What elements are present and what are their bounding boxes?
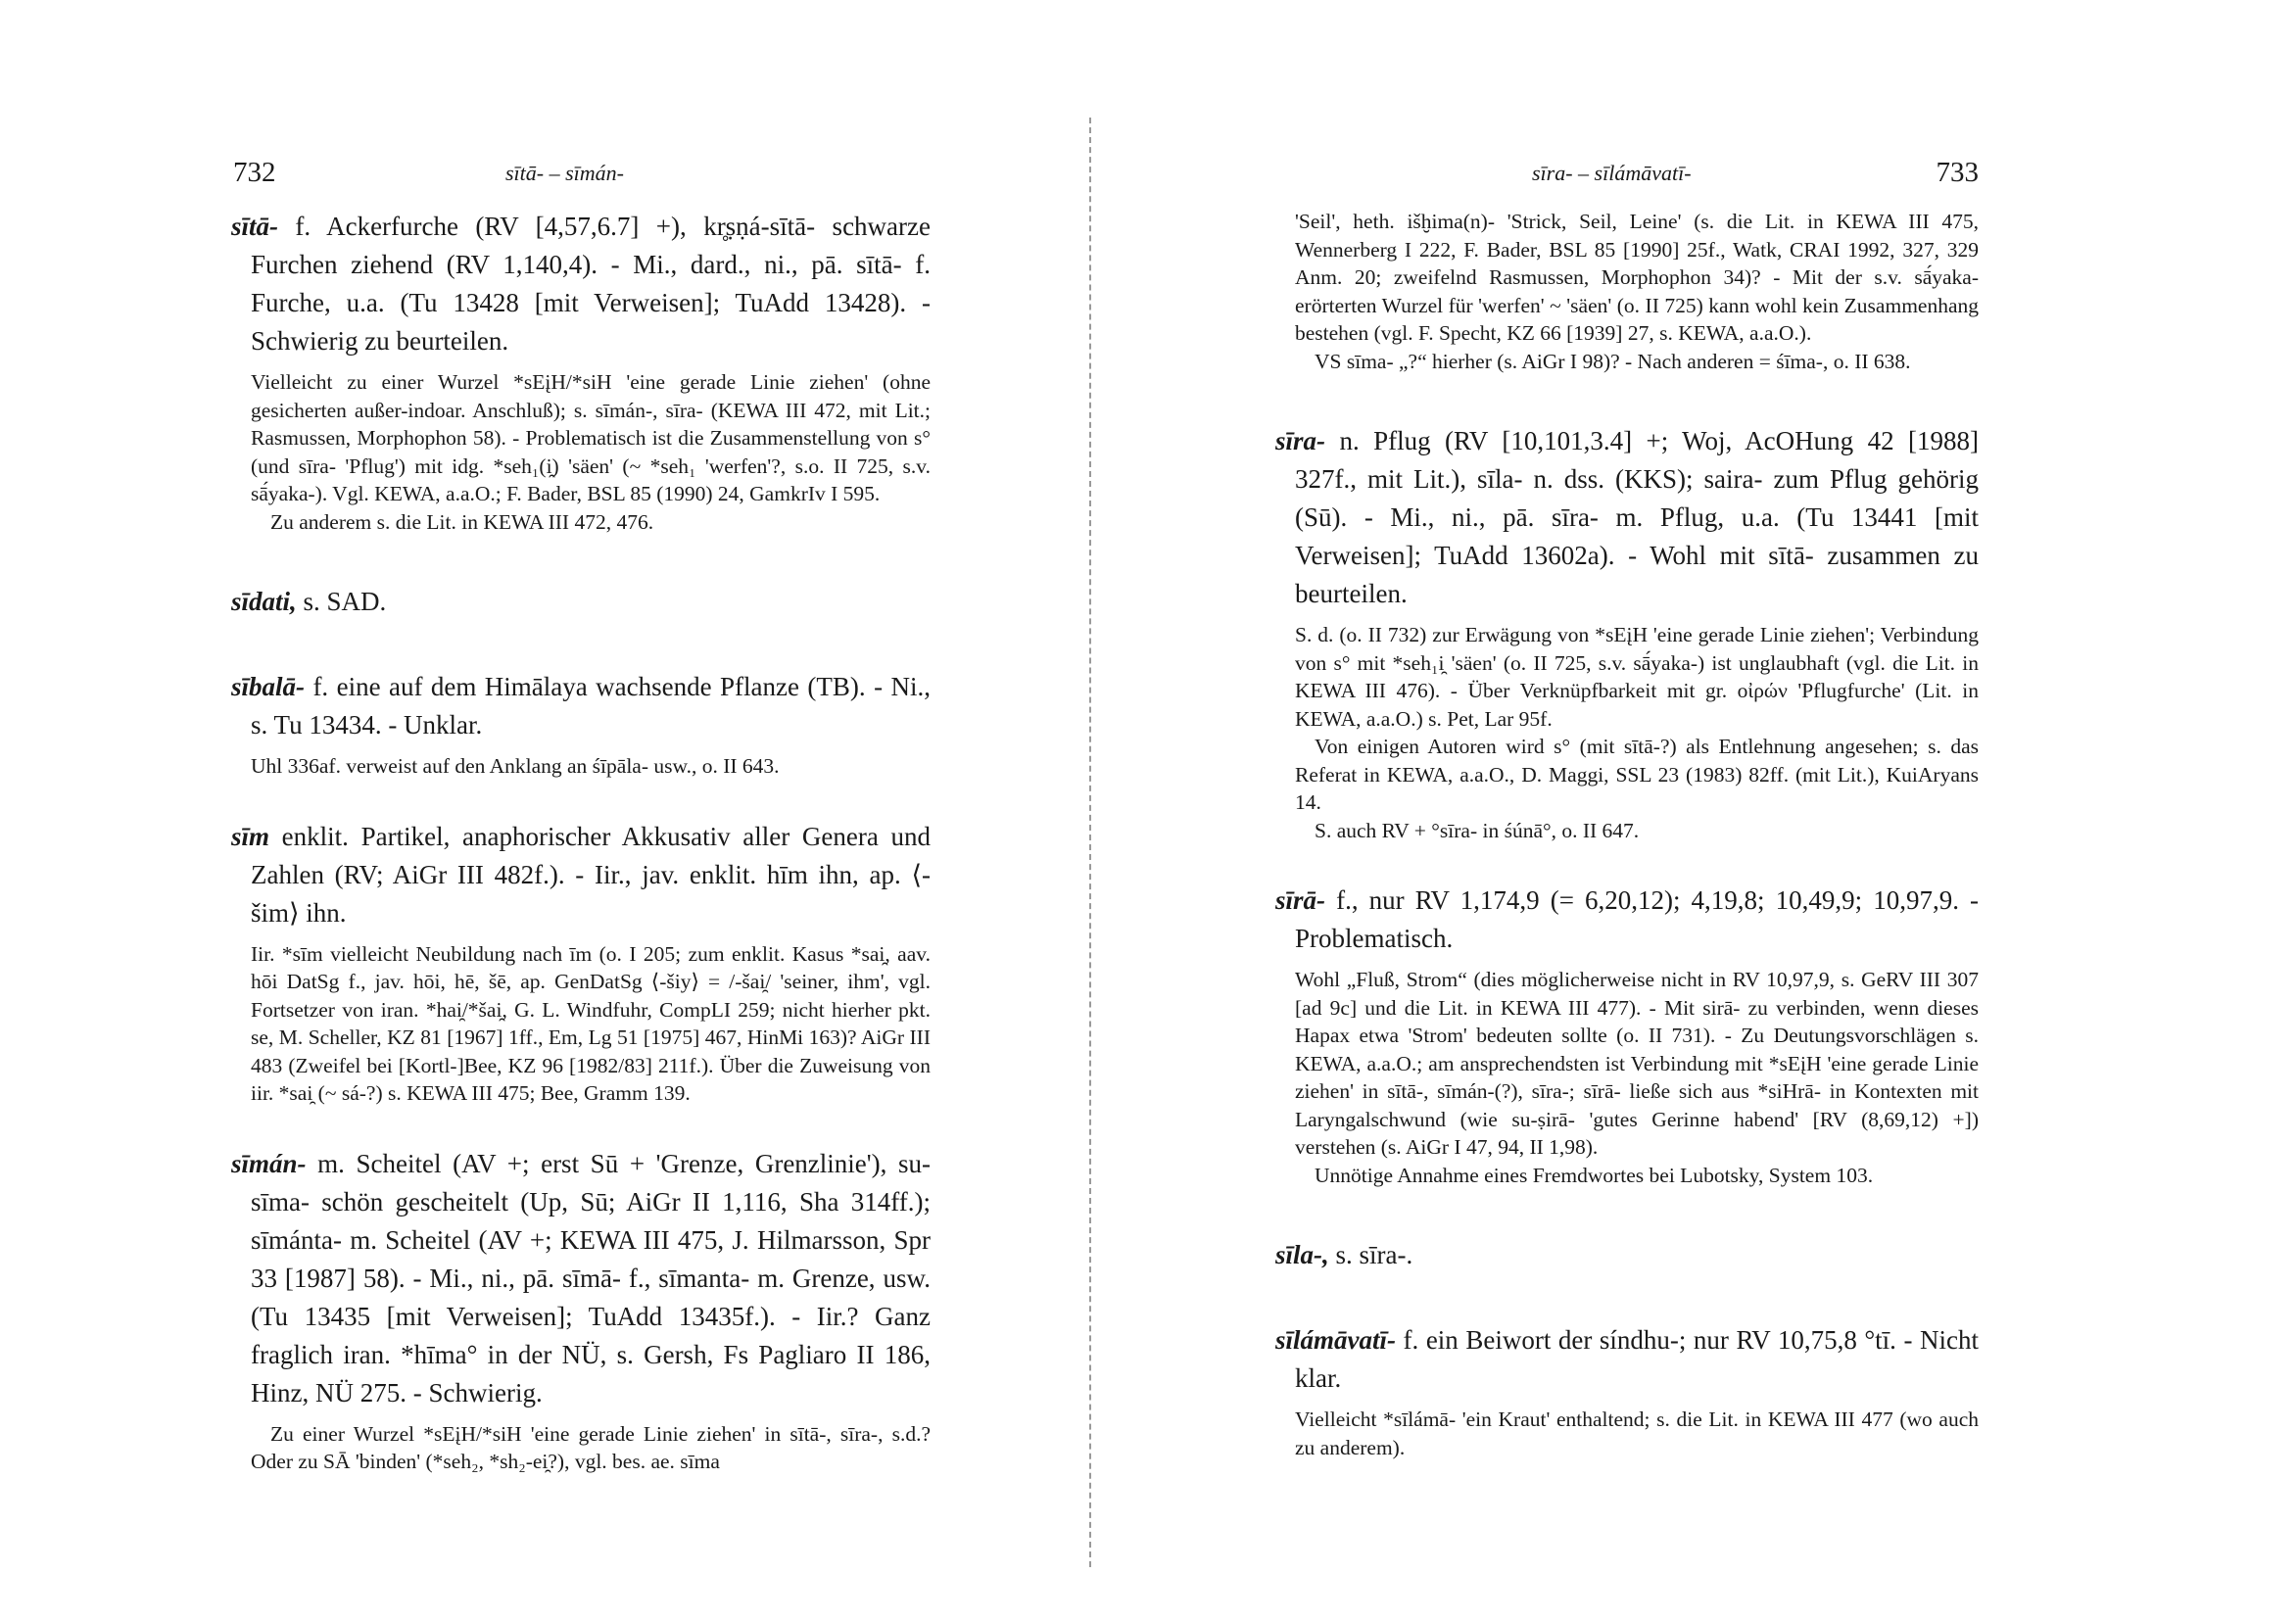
note-paragraph: Iir. *sīm vielleicht Neubildung nach īm (o. I 205; zum enklit. Kasus *sai̯, aav. hōi DatSg f., jav. hōi, hē, šē, ap. GenDatSg ⟨-šiy⟩ = /-šai̯/ 'seiner, ihm', vgl. Fortsetzer von iran. *hai̯/*šai̯, G. L. Windfuhr, CompLI 259; nicht hierher pkt. se, M. Scheller, KZ 81 [1967] 1ff., Em, Lg 51 [1975] 467, HinMi 163)? AiGr III 483 (Zweifel bei [Kortl-]Bee, KZ 96 [1982/83] 211f.). Über die Zuweisung von iir. *sai̯ (~ sá-?) s. KEWA III 475; Bee, Gramm 139.	[251, 941, 931, 1105]
entry-note	[1275, 1406, 1979, 1461]
note-paragraph: S. auch RV + °sīra- in śúnā°, o. II 647.	[1315, 818, 1640, 842]
dictionary-entry	[231, 583, 931, 621]
entry-text: s. SAD.	[296, 587, 387, 616]
note-paragraph: Uhl 336af. verweist auf den Anklang an śīpāla- usw., o. II 643.	[251, 754, 780, 778]
entry-note	[1275, 966, 1979, 1189]
continued-note	[1275, 208, 1979, 375]
entry-note	[231, 368, 931, 536]
headword: sīla-,	[1275, 1240, 1329, 1269]
headword: sīra-	[1275, 426, 1326, 455]
page-number: 733	[1936, 157, 1979, 188]
running-head: sīra- – sīlámāvatī-	[1532, 161, 1692, 185]
note-paragraph: Vielleicht zu einer Wurzel *sEįH/*siH 'eine gerade Linie ziehen' (ohne gesicherten außer-indoar. Anschluß); s. sīmán-, sīra- (KEWA III 472, mit Lit.; Rasmussen, Morphophon 58). - Problematisch ist die Zusammenstellung von s° (und sīra- 'Pflug') mit idg. *seh₁(i̯) 'säen' (~ *seh₁ 'werfen'?, s.o. II 725, s.v. sā́yaka-). Vgl. KEWA, a.a.O.; F. Bader, BSL 85 (1990) 24, GamkrIv I 595.	[251, 370, 931, 505]
headword: sīm	[231, 821, 270, 851]
dictionary-entry	[231, 1145, 931, 1412]
running-head: sītā- – sīmán-	[505, 161, 624, 185]
left-page	[231, 157, 931, 1476]
note-paragraph: Zu einer Wurzel *sEįH/*siH 'eine gerade Linie ziehen' in sītā-, sīra-, s.d.? Oder zu SĀ 'binden' (*seh₂, *sh₂-ei̯?), vgl. bes. ae. sīma	[251, 1421, 931, 1473]
note-paragraph: Wohl „Fluß, Strom“ (dies möglicherweise nicht in RV 10,97,9, s. GeRV III 307 [ad 9c] und die Lit. in KEWA III 477). - Mit sirā- zu verbinden, wenn dieses Hapax etwa 'Strom' bedeuten sollte (o. II 731). - Zu Deutungsvorschlägen s. KEWA, a.a.O.; am ansprechendsten ist Verbindung mit *sEįH 'eine gerade Linie ziehen' in sītā-, sīmán-(?), sīra-; sīrā- ließe sich aus *siHrā- in Kontexten mit Laryngalschwund (wie su-ṣirā- 'gutes Gerinne habend' [RV (8,69,12) +]) verstehen (s. AiGr I 47, 94, II 1,98).	[1295, 968, 1979, 1159]
note-paragraph: S. d. (o. II 732) zur Erwägung von *sEįH 'eine gerade Linie ziehen'; Verbindung von s° mit *seh₁i̯ 'säen' (o. II 725, s.v. sā́yaka-) ist unglaubhaft (vgl. die Lit. in KEWA III 476). - Über Verknüpfbarkeit mit gr. οἰρών 'Pflugfurche' (Lit. in KEWA, a.a.O.) s. Pet, Lar 95f.	[1295, 623, 1979, 731]
note-paragraph: Unnötige Annahme eines Fremdwortes bei Lubotsky, System 103.	[1315, 1163, 1874, 1187]
note-paragraph: Vielleicht *sīlámā- 'ein Kraut' enthaltend; s. die Lit. in KEWA III 477 (wo auch zu anderem).	[1295, 1407, 1979, 1459]
entry-note	[1275, 621, 1979, 844]
dictionary-entry	[1275, 1321, 1979, 1398]
book-gutter	[1089, 118, 1091, 1567]
entry-text: f. Ackerfurche (RV [4,57,6.7] +), kr̥ṣṇá-sītā- schwarze Furchen ziehend (RV 1,140,4). - Mi., dard., ni., pā. sītā- f. Furche, u.a. (Tu 13428 [mit Verweisen]; TuAdd 13428). - Schwierig zu beurteilen.	[251, 212, 931, 356]
right-running-header	[1275, 157, 1979, 196]
dictionary-entry	[1275, 422, 1979, 613]
headword: sībalā-	[231, 672, 306, 701]
entry-text: f. eine auf dem Himālaya wachsende Pflanze (TB). - Ni., s. Tu 13434. - Unklar.	[251, 672, 931, 739]
right-page	[1275, 157, 1979, 1461]
headword: sīmán-	[231, 1148, 307, 1178]
entry-text: f., nur RV 1,174,9 (= 6,20,12); 4,19,8; 10,49,9; 10,97,9. - Problematisch.	[1295, 885, 1979, 953]
entry-note	[231, 1420, 931, 1476]
entry-text: m. Scheitel (AV +; erst Sū + 'Grenze, Grenzlinie'), su-sīma- schön gescheitelt (Up, Sū; AiGr II 1,116, Sha 314ff.); sīmánta- m. Scheitel (AV +; KEWA III 475, J. Hilmarsson, Spr 33 [1987] 58). - Mi., ni., pā. sīmā- f., sīmanta- m. Grenze, usw. (Tu 13435 [mit Verweisen]; TuAdd 13435f.). - Iir.? Ganz fraglich iran. *hīma° in der NÜ, s. Gersh, Fs Pagliaro II 186, Hinz, NÜ 275. - Schwierig.	[251, 1148, 931, 1407]
headword: sīlámāvatī-	[1275, 1325, 1396, 1355]
left-running-header	[231, 157, 931, 196]
dictionary-entry	[1275, 882, 1979, 958]
dictionary-entry	[231, 208, 931, 360]
entry-text: enklit. Partikel, anaphorischer Akkusativ aller Genera und Zahlen (RV; AiGr III 482f.). - Iir., jav. enklit. hīm ihn, ap. ⟨-šim⟩ ihn.	[251, 821, 931, 928]
headword: sītā-	[231, 212, 279, 241]
entry-note	[231, 752, 931, 781]
note-paragraph: Zu anderem s. die Lit. in KEWA III 472, 476.	[270, 509, 654, 534]
entry-note	[231, 940, 931, 1108]
note-paragraph: 'Seil', heth. išḫima(n)- 'Strick, Seil, Leine' (s. die Lit. in KEWA III 475, Wennerberg I 222, F. Bader, BSL 85 [1990] 25f., Watk, CRAI 1992, 327, 329 Anm. 20; zweifelnd Rasmussen, Morphophon 34)? - Mit der s.v. sā́yaka- erörterten Wurzel für 'werfen' ~ 'säen' (o. II 725) kann wohl kein Zusammenhang bestehen (vgl. F. Specht, KZ 66 [1939] 27, s. KEWA, a.a.O.).	[1295, 210, 1979, 345]
headword: sīrā-	[1275, 885, 1326, 915]
page-number: 732	[233, 157, 276, 188]
dictionary-entry	[231, 818, 931, 932]
note-paragraph: VS sīma- „?“ hierher (s. AiGr I 98)? - Nach anderen = śīma-, o. II 638.	[1315, 349, 1911, 373]
dictionary-entry	[1275, 1236, 1979, 1274]
entry-text: s. sīra-.	[1328, 1240, 1413, 1269]
entry-text: n. Pflug (RV [10,101,3.4] +; Woj, AcOHung 42 [1988] 327f., mit Lit.), sīla- n. dss. (KKS); saira- zum Pflug gehörig (Sū). - Mi., ni., pā. sīra- m. Pflug, u.a. (Tu 13441 [mit Verweisen]; TuAdd 13602a). - Wohl mit sītā- zusammen zu beurteilen.	[1295, 426, 1979, 608]
dictionary-entry	[231, 668, 931, 744]
entry-text: f. ein Beiwort der síndhu-; nur RV 10,75,8 °tī. - Nicht klar.	[1295, 1325, 1979, 1393]
note-paragraph: Von einigen Autoren wird s° (mit sītā-?) als Entlehnung angesehen; s. das Referat in KEWA, a.a.O., D. Maggi, SSL 23 (1983) 82ff. (mit Lit.), KuiAryans 14.	[1295, 735, 1979, 814]
headword: sīdati,	[231, 587, 297, 616]
